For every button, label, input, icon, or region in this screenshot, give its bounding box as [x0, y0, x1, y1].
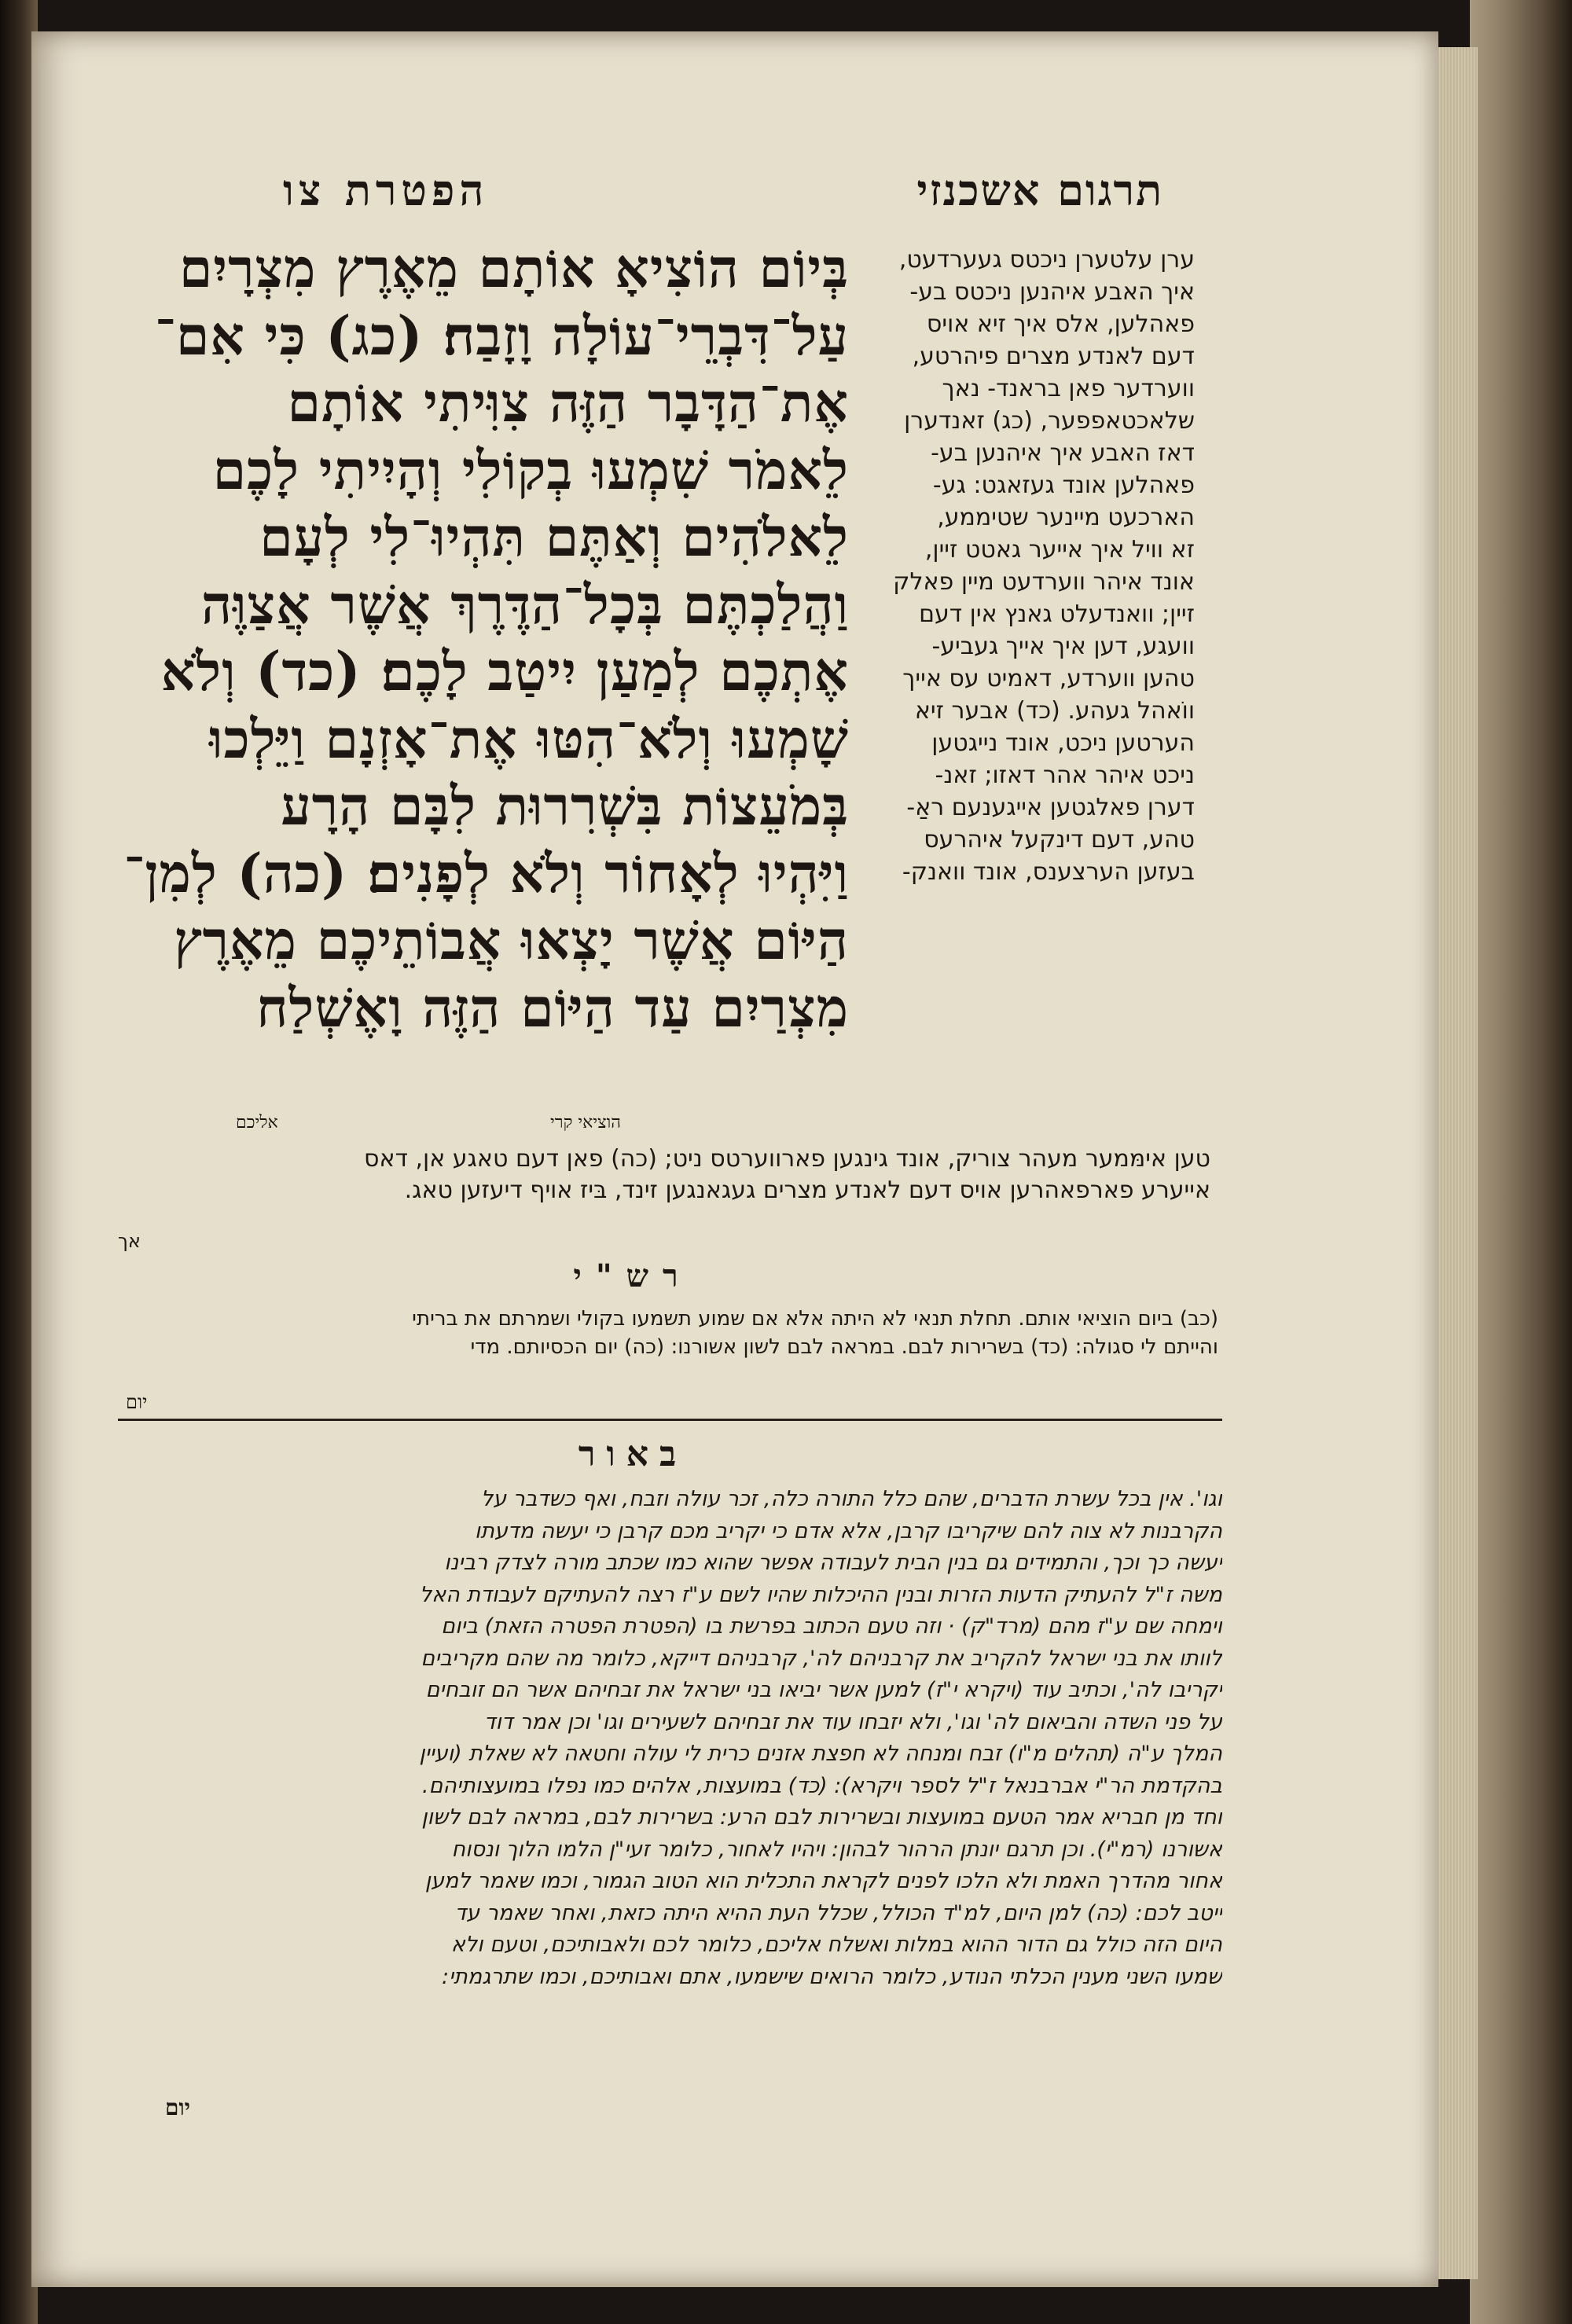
- yiddish-line: פאהלען, אלס איך זיא אויס: [926, 310, 1195, 338]
- book-page: [31, 31, 1438, 2287]
- main-text-line: מִצְרַיִם עַד הַיּוֹם הַזֶּה וָאֶשְׁלַח: [256, 976, 849, 1040]
- main-text-line: אֶתְכֶם לְמַעַן יִיטַב לָכֶם׃ (כד) וְלֹא: [160, 641, 849, 703]
- biur-line: בהקדמת הר"י אברבנאל ז"ל לספר ויקרא): (כד) במועצות, אלהים כמו נפלו במועצותיהם.: [421, 1773, 1222, 1798]
- page-header: [141, 165, 1163, 228]
- main-text-line: הַיּוֹם אֲשֶׁר יָצְאוּ אֲבוֹתֵיכֶם מֵאֶרֶץ: [174, 909, 849, 972]
- biur-line: על פני השדה והביאום לה' וגו', ולא יזבחו עוד את זבחיהם לשעירים וגו' וכן אמר דוד: [483, 1709, 1222, 1735]
- biur-line: וימחה שם ע"ז מהם (מרד"ק) · וזה טעם הכתוב בפרשת בו (הפטרת הפטרה הזאת) ביום: [441, 1614, 1222, 1639]
- yiddish-line: איך האבע איהנען ניכטס בע-: [909, 278, 1195, 306]
- catchword: יום: [165, 2095, 190, 2120]
- running-title: תרגום אשכנזי: [916, 165, 1163, 215]
- qere-notes: [141, 1112, 849, 1140]
- rashi-line: (כב) ביום הוציאי אותם. תחלת תנאי לא היתה אלא אם שמוע תשמעו בקולי ושמרתם את בריתי: [412, 1307, 1218, 1331]
- yiddish-continuation: [118, 1144, 1210, 1206]
- main-text-line: אֶת־הַדָּבָר הַזֶּה צִוִּיתִי אוֹתָם: [287, 372, 849, 435]
- yiddish-line: זא וויל איך אייער גאטט זיין,: [924, 536, 1195, 564]
- yiddish-line: טהען ווערדע, דאמיט עס אייך: [902, 665, 1195, 692]
- horizontal-rule: [118, 1419, 1222, 1421]
- catchword: יום: [126, 1391, 148, 1413]
- yiddish-line: דעם לאנדע מצרים פיהרטע,: [912, 343, 1195, 370]
- section-title: הפטרת צו: [283, 165, 489, 215]
- yiddish-line: דאז האבע איך איהנען בע-: [931, 439, 1195, 467]
- main-text-line: וַהֲלַכְתֶּם בְּכָל־הַדֶּרֶךְ אֲשֶׁר אֲצַוֶּה: [201, 573, 849, 637]
- biur-line: יקריבו לה', וכתיב עוד (ויקרא י"ז) למען אשר יביאו בני ישראל את זבחיהם אשר הם זובחים: [425, 1678, 1222, 1702]
- main-hebrew-text: [118, 236, 849, 1042]
- yiddish-translation-column: [841, 244, 1195, 888]
- yiddish-line: ווֹאהל געהע. (כד) אבער זיא: [914, 697, 1195, 725]
- yiddish-line: הערטען ניכט, אונד נייגטען: [931, 729, 1195, 757]
- biur-line: המלך ע"ה (תהלים מ"ו) זבח ומנחה לא חפצת אזנים כרית לי עולה וחטאה לא שאלת (ועיין: [419, 1742, 1222, 1766]
- catchword: אך: [118, 1230, 141, 1252]
- qere-word: אליכם: [236, 1113, 278, 1133]
- yiddish-line: בעזען הערצענס, אונד וואנק-: [902, 858, 1195, 886]
- biur-heading: באור: [578, 1434, 688, 1474]
- biur-line: לוותו את בני ישראל להקריב את קרבניהם לה', קרבניהם דייקא, כלומר מה שהם מקריבים: [421, 1646, 1222, 1671]
- yiddish-wide-line: אייערע פארפאהרען אויס דעם לאנדע מצרים געגאנגען זינד, בּיז אויף דיעזען טאג.: [404, 1177, 1210, 1204]
- biur-line: וגו'. אין בכל עשרת הדברים, שהם כלל התורה כלה, זכר עולה וזבח, ואף כשדבר על: [480, 1487, 1222, 1511]
- main-text-line: בְּמֹעֵצוֹת בִּשְׁרִרוּת לִבָּם הָרָע: [281, 775, 849, 838]
- biur-line: ייטב לכם: (כה) למן היום, למ"ד הכולל, שכלל העת ההיא היתה כזאת, ואחר שאמר עד: [454, 1900, 1222, 1926]
- yiddish-wide-line: טען אימּמער מעהר צוריק, אונד גינגען פארווערטס ניט; (כה) פאן דעם טאגע אן, דאס: [364, 1145, 1210, 1173]
- biur-line: שמעו השני מענין הכלתי הנודע, כלומר הרואים שישמעו, אתם ואבותיכם, וכמו שתרגמתי:: [442, 1964, 1222, 1989]
- rashi-commentary: [118, 1305, 1218, 1361]
- yiddish-line: אונד איהר ווערדעט מיין פאלק: [893, 568, 1195, 596]
- yiddish-line: הארכעט מיינער שטיממע,: [937, 504, 1195, 531]
- yiddish-line: טהע, דעם דינקעל איהרעס: [924, 826, 1195, 854]
- main-text-line: שָׁמְעוּ וְלֹא־הִטּוּ אֶת־אָזְנָם וַיֵּלְכוּ: [209, 707, 849, 771]
- biur-line: הקרבנות לא צוה להם שיקריבו קרבן, אלא אדם כי יקריב מכם קרבן כי יעשה מדעתו: [474, 1518, 1222, 1544]
- yiddish-line: ניכט איהר אהר דאזו; זאנ-: [935, 762, 1195, 789]
- biur-commentary: [118, 1484, 1222, 1993]
- yiddish-line: שלאכטאפפער, (כג) זאנדערן: [904, 407, 1195, 435]
- main-text-line: לֵאלֹהִים וְאַתֶּם תִּהְיוּ־לִי לְעָם: [259, 506, 849, 569]
- book-right-edge: [1470, 0, 1572, 2324]
- yiddish-line: ערן עלטערן ניכטס געערדעט,: [898, 246, 1195, 274]
- yiddish-line: וועגע, דען איך אייך געביע-: [931, 633, 1195, 660]
- main-text-line: לֵאמֹר שִׁמְעוּ בְקוֹלִי וְהָיִיתִי לָכֶם: [212, 439, 849, 502]
- yiddish-line: פאהלען אונד געזאגט: גע-: [932, 472, 1195, 499]
- rashi-line: והייתם לי סגולה: (כד) בשרירות לבם. במראה לבם לשון אשורנו: (כה) יום הכסיותם. מדי: [470, 1335, 1218, 1359]
- biur-line: אשורנו (רמ"י). וכן תרגם יונתן הרהור לבהון: ויהיו לאחור, כלומר זעי"ן הלמו הלוך ונסוח: [451, 1837, 1222, 1862]
- yiddish-line: זיין; וואנדעלט גאנץ אין דעם: [919, 600, 1195, 628]
- biur-line: משה ז"ל להעתיק הדעות הזרות ובנין ההיכלות שהיו לשם ע"ז רצה להעתיקם לעבודת האל: [419, 1582, 1222, 1607]
- biur-line: אחור מהדרך האמת ולא הלכו לפנים לקראת התכלית הוא הטוב הגמור, וכמו שאמר למען: [424, 1869, 1222, 1893]
- main-text-line: בְּיוֹם הוֹצִיאָ אוֹתָם מֵאֶרֶץ מִצְרָיִם: [178, 237, 849, 300]
- biur-line: יעשה כך וכך, והתמידים גם בנין הבית לעבודה אפשר שהוא כמו שכתב מורה לצדק רבינו: [444, 1551, 1222, 1575]
- rashi-heading: רש"י: [573, 1257, 692, 1294]
- main-text-line: עַל־דִּבְרֵי־עוֹלָה וָזָבַח׃ (כג) כִּי אִם־: [154, 304, 849, 368]
- biur-line: היום הזה כולל גם הדור ההוא במלות ואשלח אליכם, כלומר לכם ולאבותיכם, וטעם ולא: [450, 1933, 1222, 1957]
- yiddish-line: דערן פאלגטען אייגענעם ראַ-: [906, 794, 1195, 821]
- biur-line: וחד מן חבריא אמר הטעם במועצות ובשרירות לבם הרע: בשרירות לבם, במראה לבם לשון: [421, 1805, 1222, 1830]
- yiddish-line: ווערדער פאן בראנד- נאך: [942, 375, 1195, 402]
- main-text-line: וַיִּהְיוּ לְאָחוֹר וְלֹא לְפָנִים׃ (כה) לְמִן־: [123, 842, 849, 905]
- qere-note: הוציאי קרי: [550, 1113, 621, 1133]
